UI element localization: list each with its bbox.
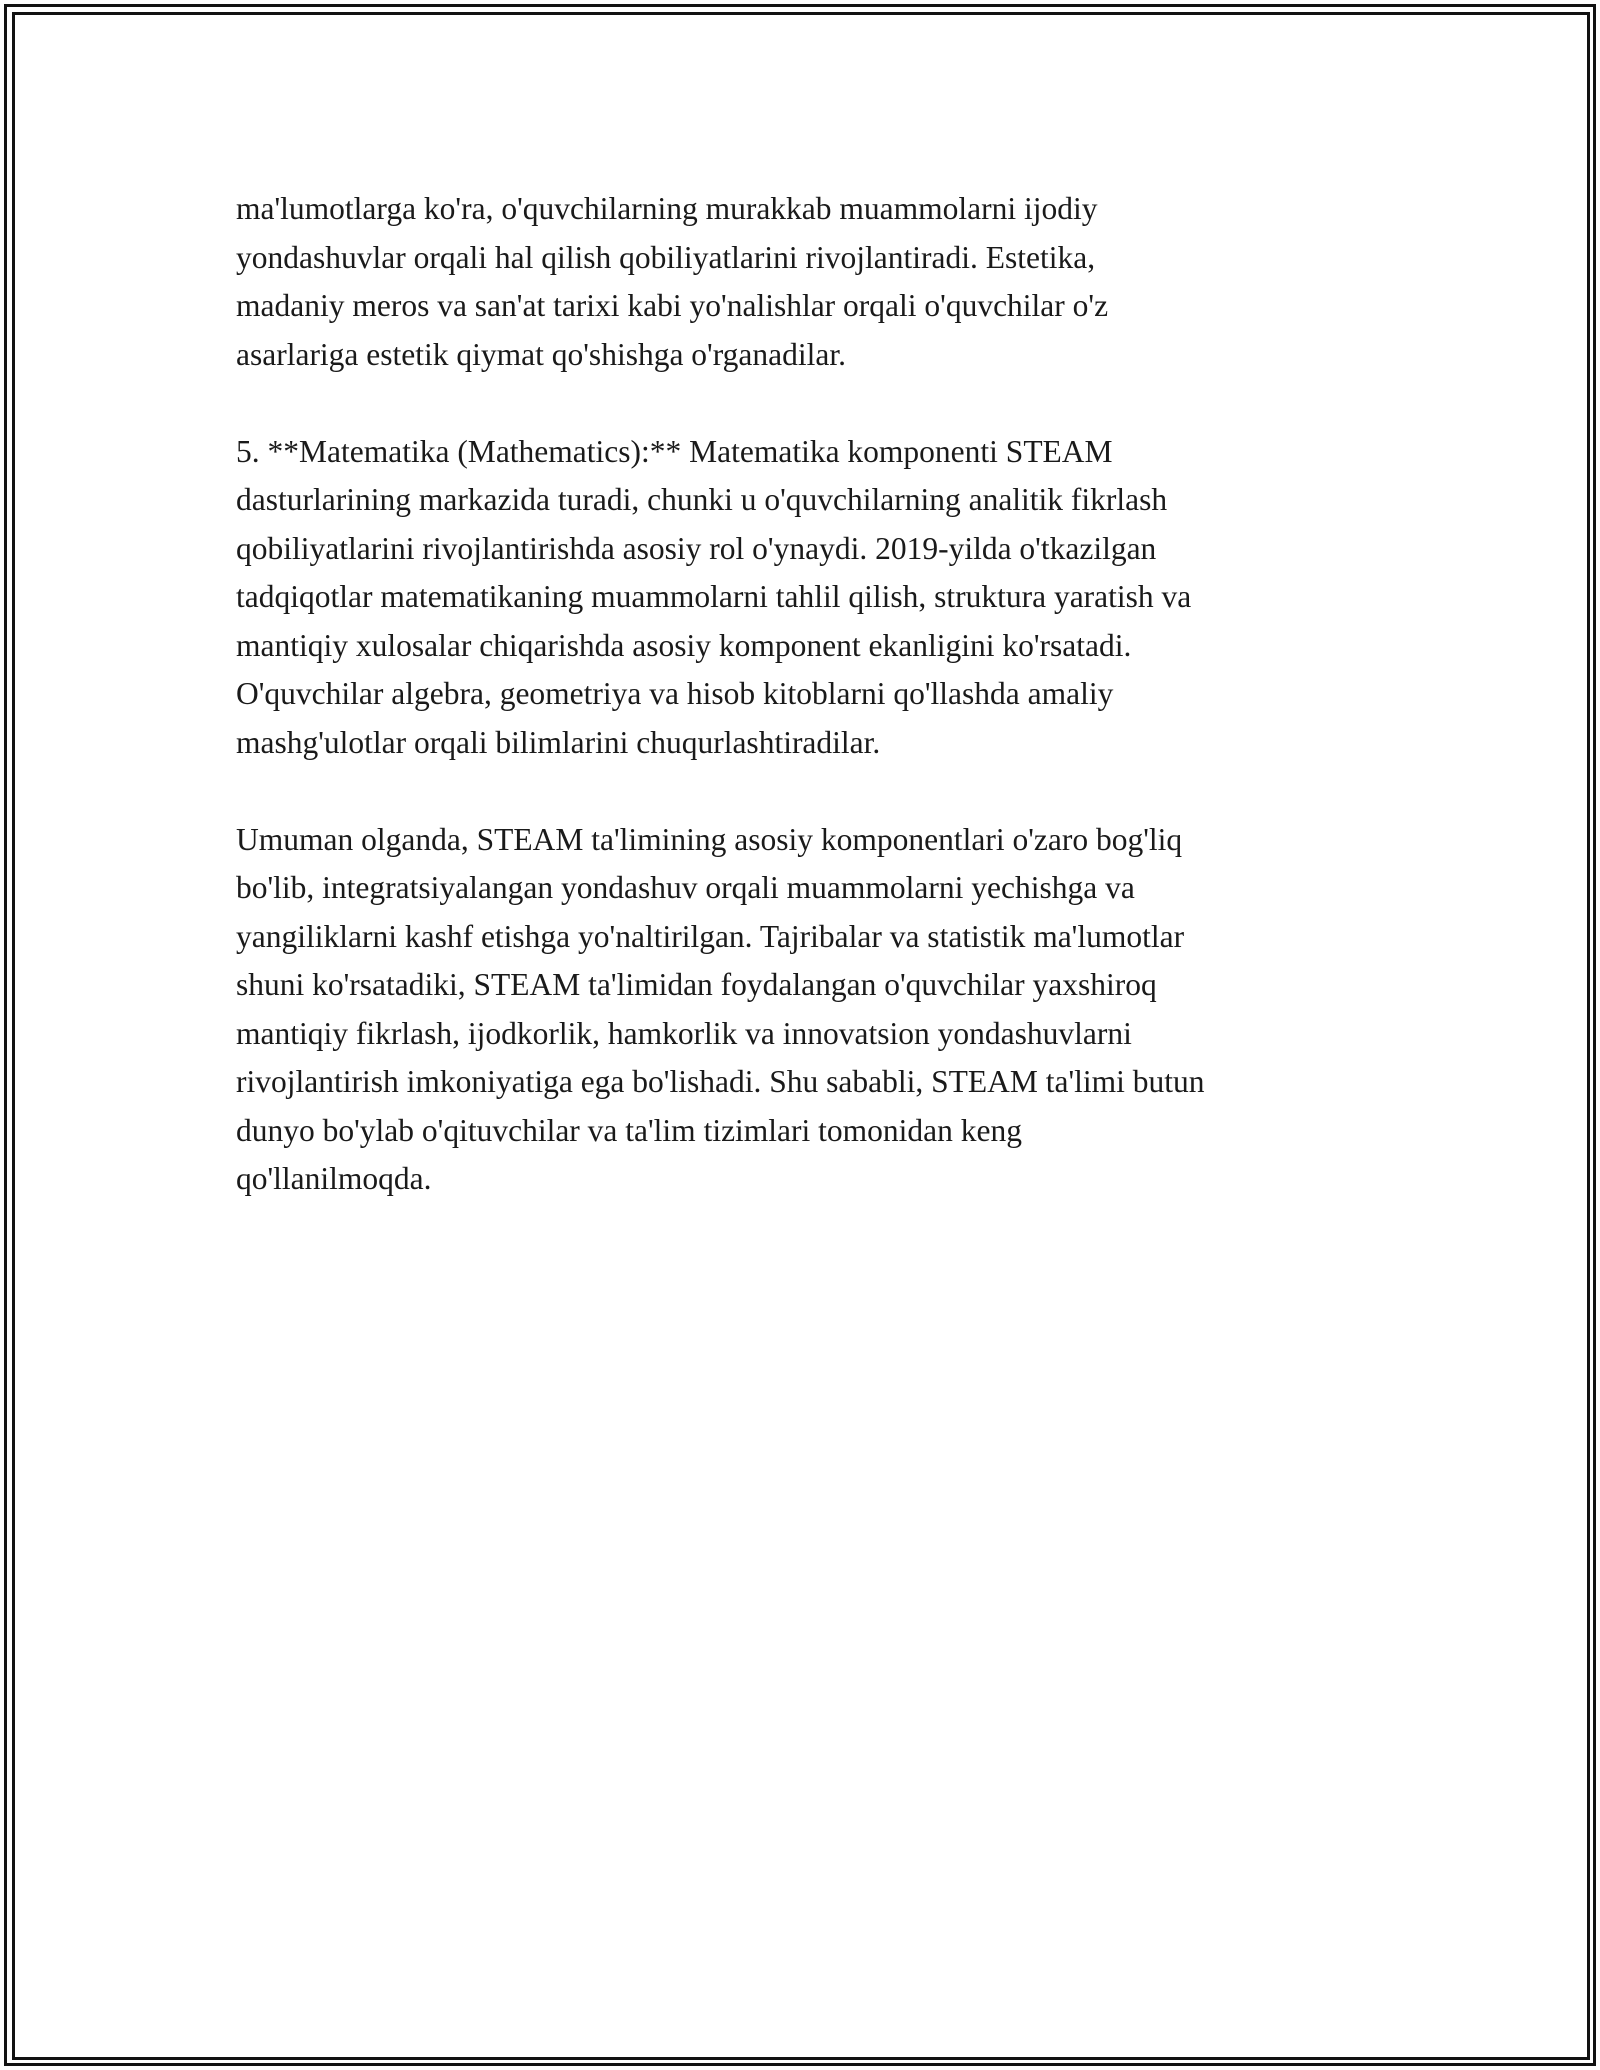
paragraph-art-continuation: ma'lumotlarga ko'ra, o'quvchilarning murakkab muammolarni ijodiy yondashuvlar orqali hal qilish qobiliyatlarini rivojlantiradi. Estetika, madaniy meros va san'at tarixi kabi yo'nalishlar orqali o'quvchilar o'z asarlariga estetik qiymat qo'shishga o'rganadilar. [236,191,1109,372]
paragraph-mathematics: 5. **Matematika (Mathematics):** Matematika komponenti STEAM dasturlarining markazida turadi, chunki u o'quvchilarning analitik fikrlash qobiliyatlarini rivojlantirishda asosiy rol o'ynaydi. 2019-yilda o'tkazilgan tadqiqotlar matematikaning muammolarni tahlil qilish, struktura yaratish va mantiqiy xulosalar chiqarishda asosiy komponent ekanligini ko'rsatadi. O'quvchilar algebra, geometriya va hisob kitoblarni qo'llashda amaliy mashg'ulotlar orqali bilimlarini chuqurlashtiradilar. [236,433,1192,760]
document-body [236,185,1376,1252]
paragraph-conclusion: Umuman olganda, STEAM ta'limining asosiy komponentlari o'zaro bog'liq bo'lib, integratsiyalangan yondashuv orqali muammolarni yechishga va yangiliklarni kashf etishga yo'naltirilgan. Tajribalar va statistik ma'lumotlar shuni ko'rsatadiki, STEAM ta'limidan foydalangan o'quvchilar yaxshiroq mantiqiy fikrlash, ijodkorlik, hamkorlik va innovatsion yondashuvlarni rivojlantirish imkoniyatiga ega bo'lishadi. Shu sababli, STEAM ta'limi butun dunyo bo'ylab o'qituvchilar va ta'lim tizimlari tomonidan keng qo'llanilmoqda. [236,821,1205,1196]
